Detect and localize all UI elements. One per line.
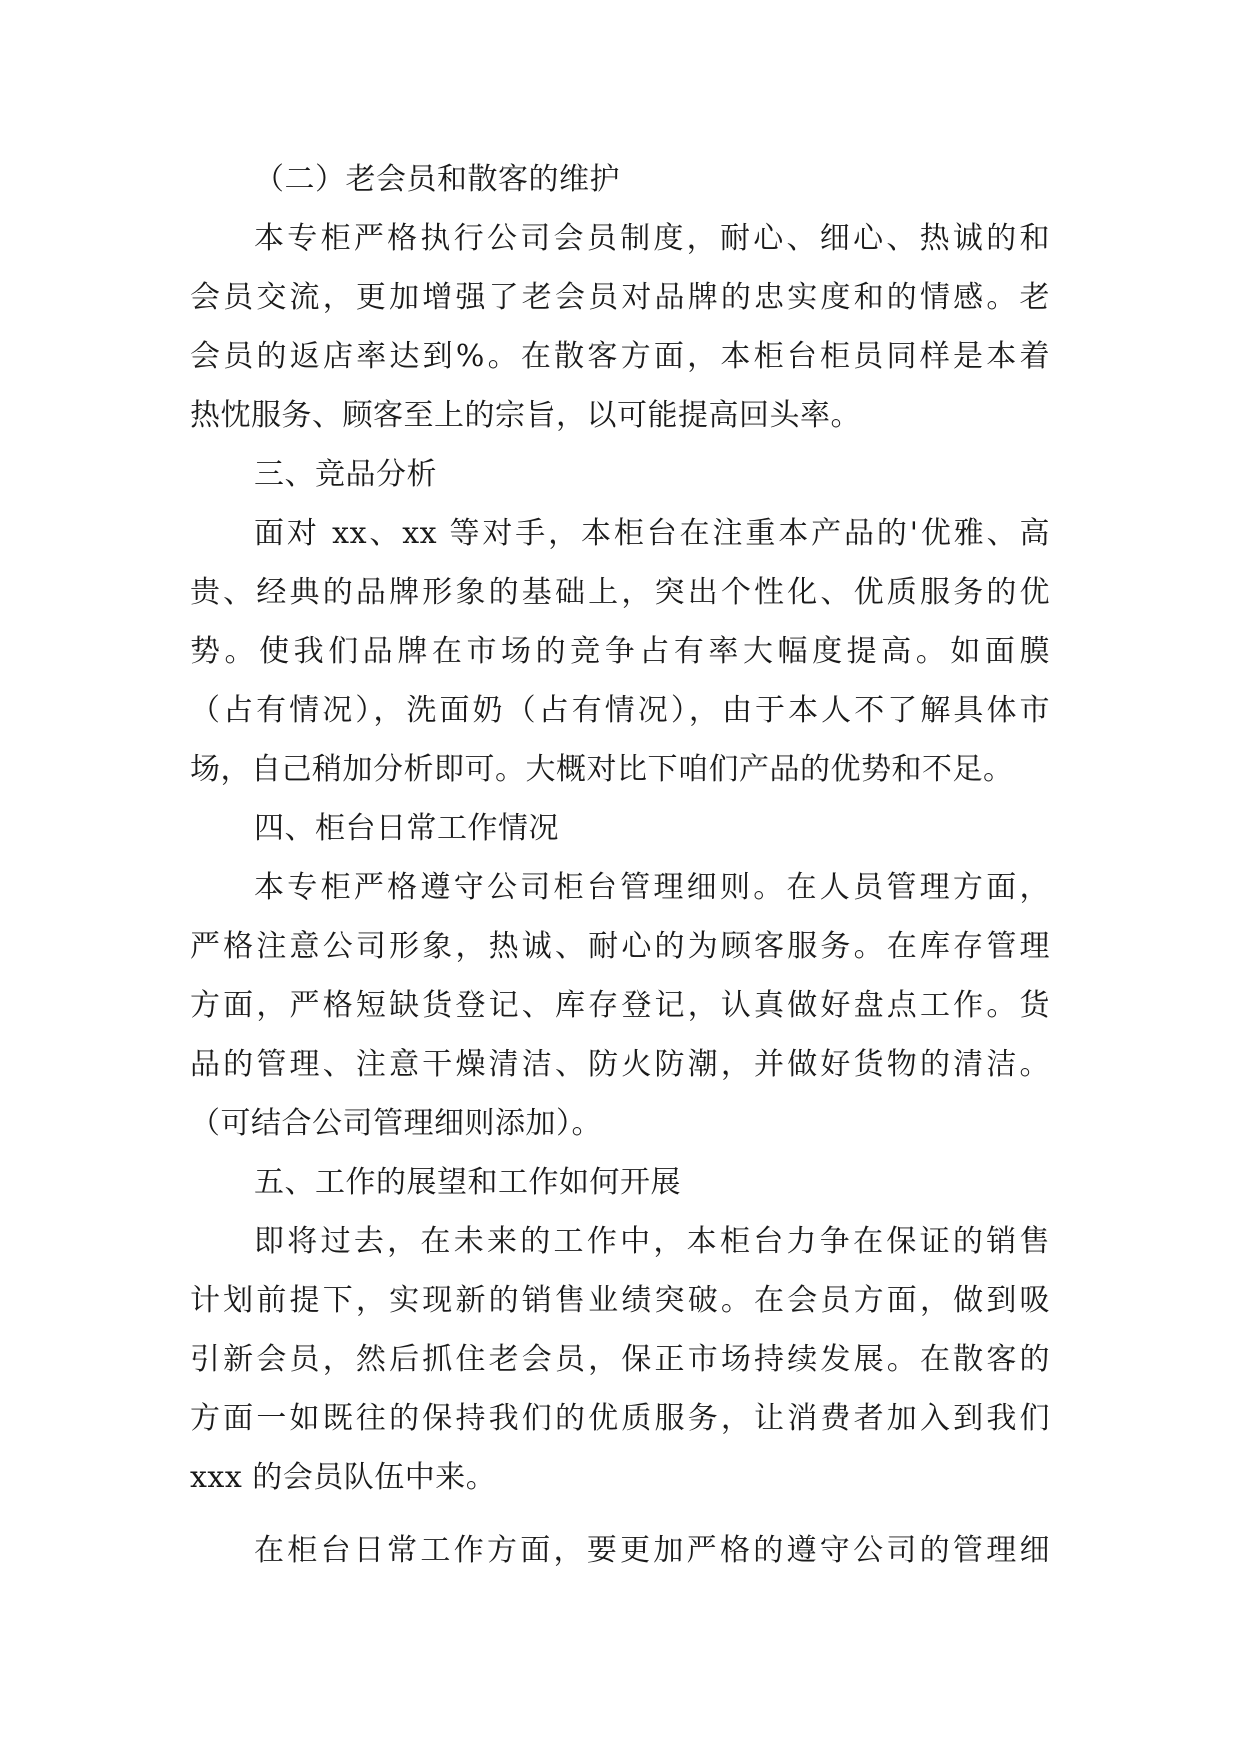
paragraph-line: 在柜台日常工作方面，要更加严格的遵守公司的管理细	[254, 1533, 1050, 1568]
paragraph-line: 方面，严格短缺货登记、库存登记，认真做好盘点工作。货	[190, 988, 1050, 1023]
paragraph-line: 本专柜严格遵守公司柜台管理细则。在人员管理方面，	[254, 870, 1050, 905]
paragraph-line: （可结合公司管理细则添加）。	[190, 1106, 602, 1141]
paragraph-gap	[190, 1507, 1050, 1521]
paragraph-line: 方面一如既往的保持我们的优质服务，让消费者加入到我们	[190, 1401, 1050, 1436]
paragraph-line: 贵、经典的品牌形象的基础上，突出个性化、优质服务的优	[190, 575, 1050, 610]
paragraph-line: 严格注意公司形象，热诚、耐心的为顾客服务。在库存管理	[190, 929, 1050, 964]
paragraph-line: 热忱服务、顾客至上的宗旨，以可能提高回头率。	[190, 398, 861, 433]
heading-old-members: （二）老会员和散客的维护	[254, 162, 620, 197]
paragraph-line: 势。使我们品牌在市场的竞争占有率大幅度提高。如面膜	[190, 634, 1050, 669]
heading-work-outlook: 五、工作的展望和工作如何开展	[254, 1165, 681, 1200]
document-body	[190, 150, 1050, 1580]
paragraph-line: 引新会员，然后抓住老会员，保正市场持续发展。在散客的	[190, 1342, 1050, 1377]
paragraph-line: （占有情况），洗面奶（占有情况），由于本人不了解具体市	[190, 693, 1050, 728]
paragraph-line: 计划前提下，实现新的销售业绩突破。在会员方面，做到吸	[190, 1283, 1050, 1318]
paragraph-line: 会员的返店率达到%。在散客方面，本柜台柜员同样是本着	[190, 339, 1050, 374]
paragraph-line: xxx 的会员队伍中来。	[190, 1460, 497, 1495]
paragraph-line: 即将过去，在未来的工作中，本柜台力争在保证的销售	[254, 1224, 1050, 1259]
paragraph-line: 面对 xx、xx 等对手，本柜台在注重本产品的'优雅、高	[254, 516, 1050, 551]
paragraph-line: 本专柜严格执行公司会员制度，耐心、细心、热诚的和	[254, 221, 1050, 256]
heading-daily-work: 四、柜台日常工作情况	[254, 811, 559, 846]
paragraph-line: 场，自己稍加分析即可。大概对比下咱们产品的优势和不足。	[190, 752, 1014, 787]
heading-competitor-analysis: 三、竞品分析	[254, 457, 437, 492]
paragraph-line: 会员交流，更加增强了老会员对品牌的忠实度和的情感。老	[190, 280, 1050, 315]
paragraph-line: 品的管理、注意干燥清洁、防火防潮，并做好货物的清洁。	[190, 1047, 1050, 1082]
